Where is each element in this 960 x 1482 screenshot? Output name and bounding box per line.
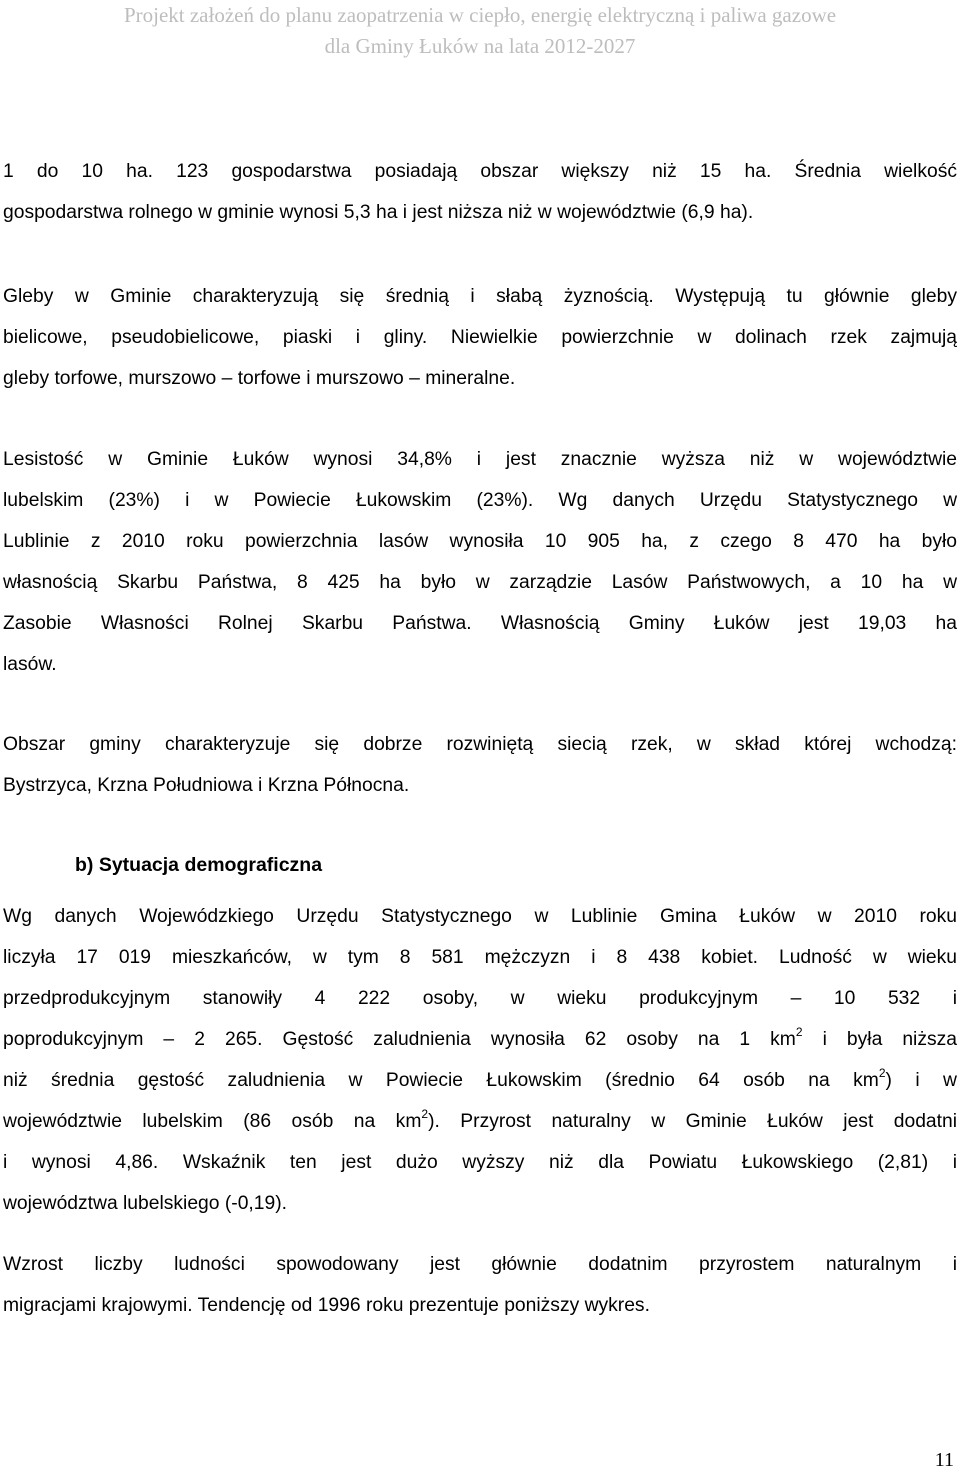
text-line: własnością Skarbu Państwa, 8 425 ha było w zarządzie Lasów Państwowych, a 10 ha w [3,572,957,593]
text-line: bielicowe, pseudobielicowe, piaski i gliny. Niewielkie powierzchnie w dolinach rzek zajmują [3,327,957,348]
superscript: 2 [878,1066,886,1080]
text-line: 1 do 10 ha. 123 gospodarstwa posiadają obszar większy niż 15 ha. Średnia wielkość [3,161,957,182]
header-title-line2: dla Gminy Łuków na lata 2012-2027 [324,34,636,58]
superscript: 2 [421,1107,429,1121]
text-line: Lesistość w Gminie Łuków wynosi 34,8% i jest znacznie wyższa niż w województwie [3,449,957,470]
paragraph-soils [3,276,957,399]
text-line: województwa lubelskiego (-0,19). [3,1193,288,1214]
text-segment: i była niższa [802,1029,957,1050]
text-segment: poprodukcyjnym – 2 265. Gęstość zaludnienia wynosiła 62 osoby na 1 km [3,1029,796,1050]
text-segment: niż średnia gęstość zaludnienia w Powiecie Łukowskim (średnio 64 osób na km [3,1070,879,1091]
paragraph-rivers [3,724,957,806]
document-header [0,0,960,62]
header-title-line1: Projekt założeń do planu zaopatrzenia w ciepło, energię elektryczną i paliwa gazowe [123,3,837,27]
paragraph-forests [3,439,957,685]
superscript: 2 [795,1025,803,1039]
paragraph-demography [3,896,957,1224]
text-segment: ). Przyrost naturalny w Gminie Łuków jest dodatni [428,1111,958,1132]
text-line: migracjami krajowymi. Tendencję od 1996 roku prezentuje poniższy wykres. [3,1295,650,1316]
text-line: Obszar gminy charakteryzuje się dobrze rozwiniętą siecią rzek, w skład której wchodzą: [3,734,957,755]
text-line: liczyła 17 019 mieszkańców, w tym 8 581 mężczyzn i 8 438 kobiet. Ludność w wieku [3,947,957,968]
page-number: 11 [934,1449,954,1471]
text-line [3,1101,957,1142]
paragraph-farms [3,151,957,233]
text-line: i wynosi 4,86. Wskaźnik ten jest dużo wyższy niż dla Powiatu Łukowskiego (2,81) i [3,1152,957,1173]
text-line: Lublinie z 2010 roku powierzchnia lasów wynosiła 10 905 ha, z czego 8 470 ha było [3,531,957,552]
text-line: gospodarstwa rolnego w gminie wynosi 5,3 ha i jest niższa niż w województwie (6,9 ha). [3,202,754,223]
text-line: lasów. [3,654,57,675]
text-line: lubelskim (23%) i w Powiecie Łukowskim (23%). Wg danych Urzędu Statystycznego w [3,490,957,511]
text-line [3,1019,957,1060]
text-line: Zasobie Własności Rolnej Skarbu Państwa. Własnością Gminy Łuków jest 19,03 ha [3,613,957,634]
text-line: Wg danych Wojewódzkiego Urzędu Statystycznego w Lublinie Gmina Łuków w 2010 roku [3,906,957,927]
text-line: Wzrost liczby ludności spowodowany jest głównie dodatnim przyrostem naturalnym i [3,1254,957,1275]
text-line: przedprodukcyjnym stanowiły 4 222 osoby, w wieku produkcyjnym – 10 532 i [3,988,957,1009]
text-line: Gleby w Gminie charakteryzują się średnią i słabą żyznością. Występują tu głównie gleby [3,286,957,307]
text-line: gleby torfowe, murszowo – torfowe i murszowo – mineralne. [3,368,516,389]
text-line [3,1060,957,1101]
text-line: Bystrzyca, Krzna Południowa i Krzna Północna. [3,775,410,796]
text-segment: województwie lubelskim (86 osób na km [3,1111,422,1132]
text-segment: ) i w [885,1070,957,1091]
paragraph-population-growth [3,1244,957,1326]
section-heading-demography: b) Sytuacja demograficzna [75,854,323,876]
